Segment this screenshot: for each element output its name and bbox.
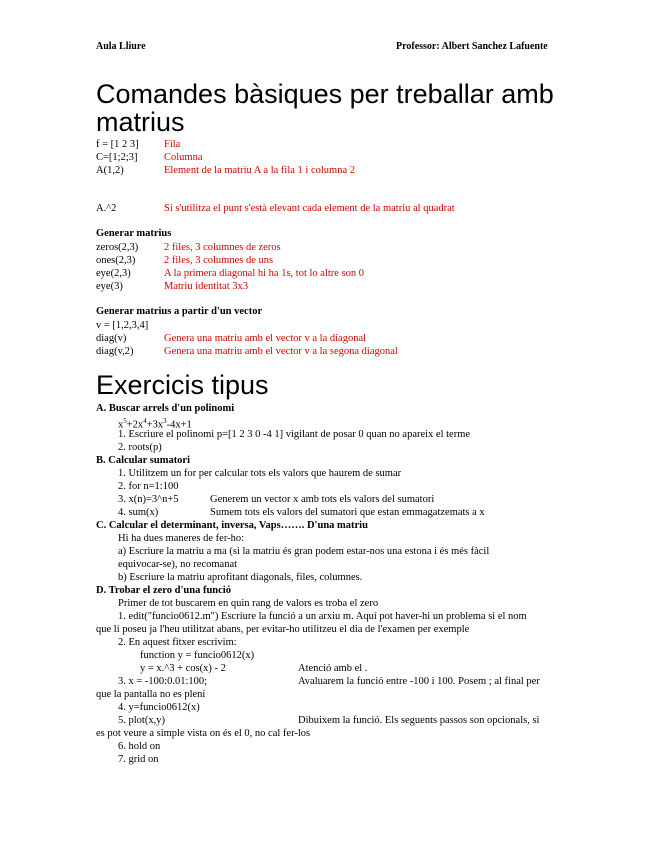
header-left: Aula Lliure: [96, 41, 146, 52]
vec-cmd: diag(v): [96, 333, 127, 344]
basic-desc: Fila: [164, 139, 181, 150]
section-c-text: a) Escriure la matriu a ma (si la matriu és gran podem estar-nos una estona i és més fàcil: [118, 546, 490, 557]
title-exercises: Exercicis tipus: [96, 370, 269, 400]
vec-desc: Genera una matriu amb el vector v a la diagonal: [164, 333, 367, 344]
section-d-step: 6. hold on: [118, 741, 161, 752]
section-a-step: 1. Escriure el polinomi p=[1 2 3 0 -4 1] vigilant de posar 0 quan no apareix el terme: [118, 429, 471, 440]
section-c-text: b) Escriure la matriu aprofitant diagonals, files, columnes.: [118, 572, 363, 583]
vec-title: Generar matrius a partir d'un vector: [96, 306, 263, 317]
section-d-title: D. Trobar el zero d'una funció: [96, 585, 231, 596]
basic-cmd: A(1,2): [96, 165, 124, 176]
poly-sup: 4: [143, 417, 147, 425]
gen-title: Generar matrius: [96, 228, 172, 239]
section-d-note: Avaluarem la funció entre -100 i 100. Posem ; al final per: [298, 676, 540, 687]
section-b-note: Generem un vector x amb tots els valors del sumatori: [210, 494, 435, 505]
gen-cmd: zeros(2,3): [96, 242, 139, 253]
gen-cmd: ones(2,3): [96, 255, 136, 266]
section-d-code: function y = funcio0612(x): [140, 650, 255, 661]
poly-sup: 3: [163, 417, 167, 425]
section-b-step: 4. sum(x): [118, 507, 159, 518]
basic-desc: Element de la matriu A a la fila 1 i columna 2: [164, 165, 355, 176]
vec-cmd: diag(v,2): [96, 346, 134, 357]
section-d-text: es pot veure a simple vista on és el 0, no cal fer-los: [96, 728, 311, 739]
section-d-step: 1. edit("funcio0612.m") Escriure la funció a un arxiu m. Aquí pot haver-hi un problema si el nom: [118, 611, 527, 622]
section-b-step: 2. for n=1:100: [118, 481, 179, 492]
section-d-note: Atenció amb el .: [298, 663, 368, 674]
section-d-step: 5. plot(x,y): [118, 715, 165, 726]
poly-part: x: [118, 419, 124, 431]
vec-desc: Genera una matriu amb el vector v a la segona diagonal: [164, 346, 398, 357]
section-a-title: A. Buscar arrels d'un polinomi: [96, 403, 235, 414]
basic-desc: Columna: [164, 152, 203, 163]
poly-sup: 5: [123, 417, 127, 425]
section-d-code: y = x.^3 + cos(x) - 2: [140, 663, 226, 674]
section-d-step: 3. x = -100:0.01:100;: [118, 676, 208, 687]
section-d-step: 7. grid on: [118, 754, 159, 765]
basic-cmd: f = [1 2 3]: [96, 139, 139, 150]
power-cmd: A.^2: [96, 203, 117, 214]
gen-cmd: eye(2,3): [96, 268, 131, 279]
section-b-step: 3. x(n)=3^n+5: [118, 494, 179, 505]
gen-desc: A la primera diagonal hi ha 1s, tot lo altre son 0: [164, 268, 365, 279]
section-a-step: 2. roots(p): [118, 442, 162, 453]
basic-cmd: C=[1;2;3]: [96, 152, 138, 163]
section-b-title: B. Calcular sumatori: [96, 455, 191, 466]
section-d-text: que la pantalla no es plení: [96, 689, 206, 700]
section-d-step: 4. y=funcio0612(x): [118, 702, 200, 713]
poly-part: -4x+1: [166, 419, 192, 431]
gen-desc: 2 files, 3 columnes de zeros: [164, 242, 281, 253]
power-desc: Si s'utilitza el punt s'està elevant cada element de la matriu al quadrat: [164, 203, 455, 214]
title-basic-commands: Comandes bàsiques per treballar amb matrius: [96, 79, 554, 137]
section-d-note: Dibuixem la funció. Els seguents passos son opcionals, si: [298, 715, 540, 726]
section-b-note: Sumem tots els valors del sumatori que estan emmagatzemats a x: [210, 507, 485, 518]
gen-desc: 2 files, 3 columnes de uns: [164, 255, 274, 266]
section-d-text: que li poseu ja l'heu utilitzat abans, per evitar-ho utilitzeu el dia de l'examen per exemple: [96, 624, 470, 635]
section-c-title: C. Calcular el determinant, inversa, Vaps……. D'una matriu: [96, 520, 368, 531]
gen-desc: Matriu identitat 3x3: [164, 281, 248, 292]
poly-part: +2x: [126, 419, 144, 431]
header-right: Professor: Albert Sanchez Lafuente: [396, 41, 548, 52]
section-d-text: Primer de tot buscarem en quin rang de valors es troba el zero: [118, 598, 379, 609]
section-c-text: equivocar-se), no recomanat: [118, 559, 238, 570]
vec-def-text: v = [1,2,3,4]: [96, 320, 149, 331]
section-b-step: 1. Utilitzem un for per calcular tots els valors que haurem de sumar: [118, 468, 402, 479]
section-d-step: 2. En aquest fitxer escrivim:: [118, 637, 237, 648]
section-c-text: Hi ha dues maneres de fer-ho:: [118, 533, 245, 544]
poly-part: +3x: [146, 419, 164, 431]
gen-cmd: eye(3): [96, 281, 123, 292]
